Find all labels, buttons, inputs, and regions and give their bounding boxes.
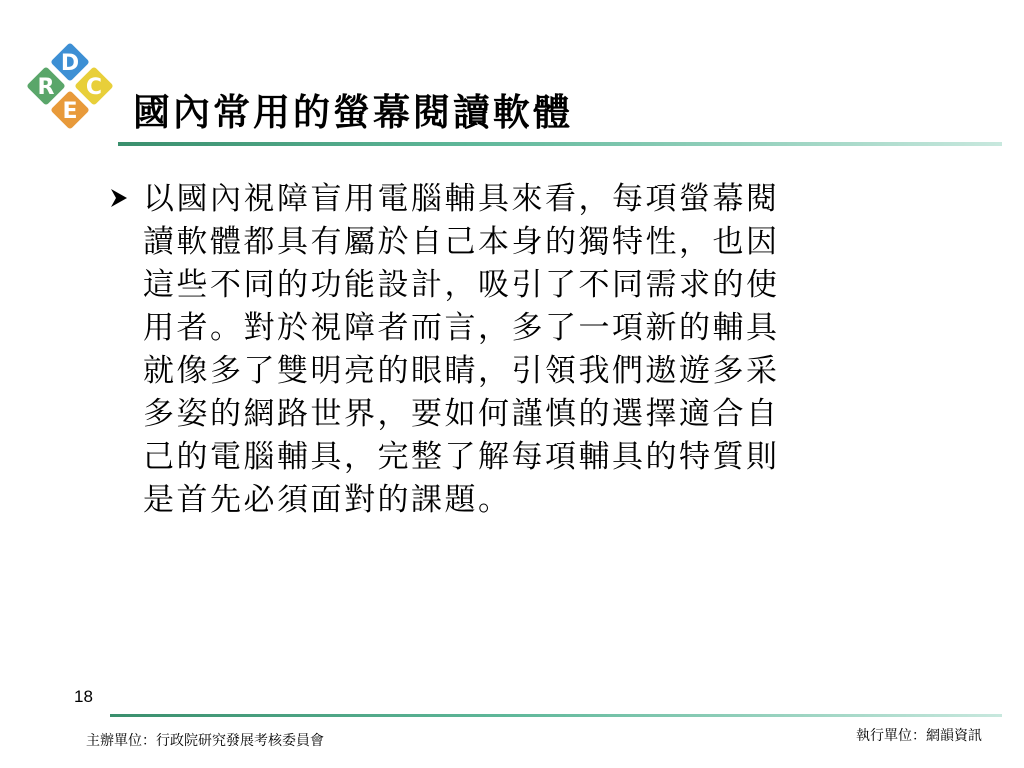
paragraph-line: 己的電腦輔具，完整了解每項輔具的特質則 bbox=[143, 439, 780, 475]
paragraph-line: 多姿的網路世界，要如何謹慎的選擇適合自 bbox=[143, 396, 780, 432]
bullet-paragraph bbox=[143, 178, 955, 522]
svg-text:E: E bbox=[62, 99, 78, 124]
svg-text:R: R bbox=[37, 75, 55, 100]
paragraph-line: 讀軟體都具有屬於自己本身的獨特性，也因 bbox=[143, 224, 780, 260]
arrow-bullet-icon bbox=[108, 187, 130, 209]
paragraph-line: 就像多了雙明亮的眼睛，引領我們遨遊多采 bbox=[143, 353, 780, 389]
rdec-logo bbox=[18, 40, 118, 140]
title-divider bbox=[118, 142, 1002, 146]
paragraph-line: 這些不同的功能設計，吸引了不同需求的使 bbox=[143, 267, 780, 303]
slide-title: 國內常用的螢幕閱讀軟體 bbox=[133, 90, 573, 134]
footer-divider bbox=[110, 714, 1002, 717]
svg-text:D: D bbox=[60, 51, 80, 76]
paragraph-line: 用者。對於視障者而言，多了一項新的輔具 bbox=[143, 310, 780, 346]
executor-label: 執行單位：網韻資訊 bbox=[856, 728, 982, 744]
svg-text:C: C bbox=[85, 75, 103, 100]
organizer-label: 主辦單位：行政院研究發展考核委員會 bbox=[86, 733, 324, 749]
paragraph-line: 是首先必須面對的課題。 bbox=[143, 482, 512, 518]
paragraph-line: 以國內視障盲用電腦輔具來看，每項螢幕閱 bbox=[143, 181, 780, 217]
page-number: 18 bbox=[74, 687, 93, 706]
